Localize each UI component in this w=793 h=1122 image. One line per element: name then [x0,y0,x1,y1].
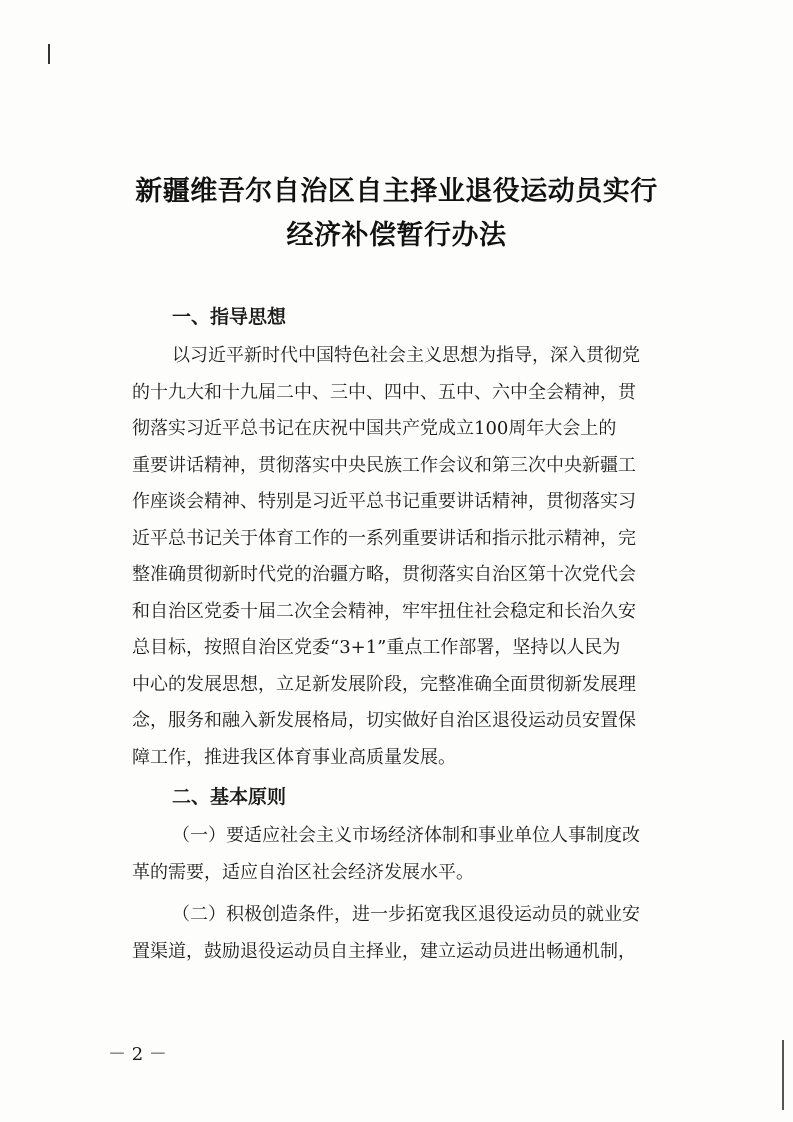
text-line: 中心的发展思想，立足新发展阶段，完整准确全面贯彻新发展理 [132,673,636,695]
section-heading-basic-principles: 二、基本原则 [172,786,287,808]
page-number: － 2 － [108,1044,167,1065]
text-line: 革的需要，适应自治区社会经济发展水平。 [132,861,474,883]
text-line: （二）积极创造条件，进一步拓宽我区退役运动员的就业安 [172,904,640,925]
text-line: 作座谈会精神、特别是习近平总书记重要讲话精神，贯彻落实习 [132,491,636,512]
paragraph-principle-1 [132,818,672,891]
title-line-1: 新疆维吾尔自治区自主择业退役运动员实行 [135,176,658,207]
text-line: 障工作，推进我区体育事业高质量发展。 [132,746,456,768]
section-heading-guiding-thought: 一、指导思想 [172,306,287,328]
paragraph-guiding-thought [132,338,672,776]
text-line: 的十九大和十九届二中、三中、四中、五中、六中全会精神，贯 [132,381,636,403]
text-line: 以习近平新时代中国特色社会主义思想为指导，深入贯彻党 [172,345,640,366]
document-title [0,170,793,258]
text-line: 念，服务和融入新发展格局，切实做好自治区退役运动员安置保 [132,710,636,731]
text-line: 彻落实习近平总书记在庆祝中国共产党成立100周年大会上的 [132,418,617,439]
text-line: 置渠道，鼓励退役运动员自主择业，建立运动员进出畅通机制， [132,940,636,962]
text-line: 近平总书记关于体育工作的一系列重要讲话和指示批示精神，完 [132,527,636,549]
paragraph-principle-2 [132,897,672,970]
text-line: 整准确贯彻新时代党的治疆方略，贯彻落实自治区第十次党代会 [132,564,636,585]
text-line: 重要讲话精神，贯彻落实中央民族工作会议和第三次中央新疆工 [132,454,636,476]
scan-mark [782,1040,784,1110]
text-line: 和自治区党委十届二次全会精神，牢牢扭住社会稳定和长治久安 [132,600,636,622]
text-line: （一）要适应社会主义市场经济体制和事业单位人事制度改 [172,825,640,846]
title-line-2: 经济补偿暂行办法 [286,220,507,251]
scan-mark [48,44,50,64]
text-line: 总目标，按照自治区党委“3+1”重点工作部署，坚持以人民为 [132,637,621,658]
document-body [132,296,672,970]
